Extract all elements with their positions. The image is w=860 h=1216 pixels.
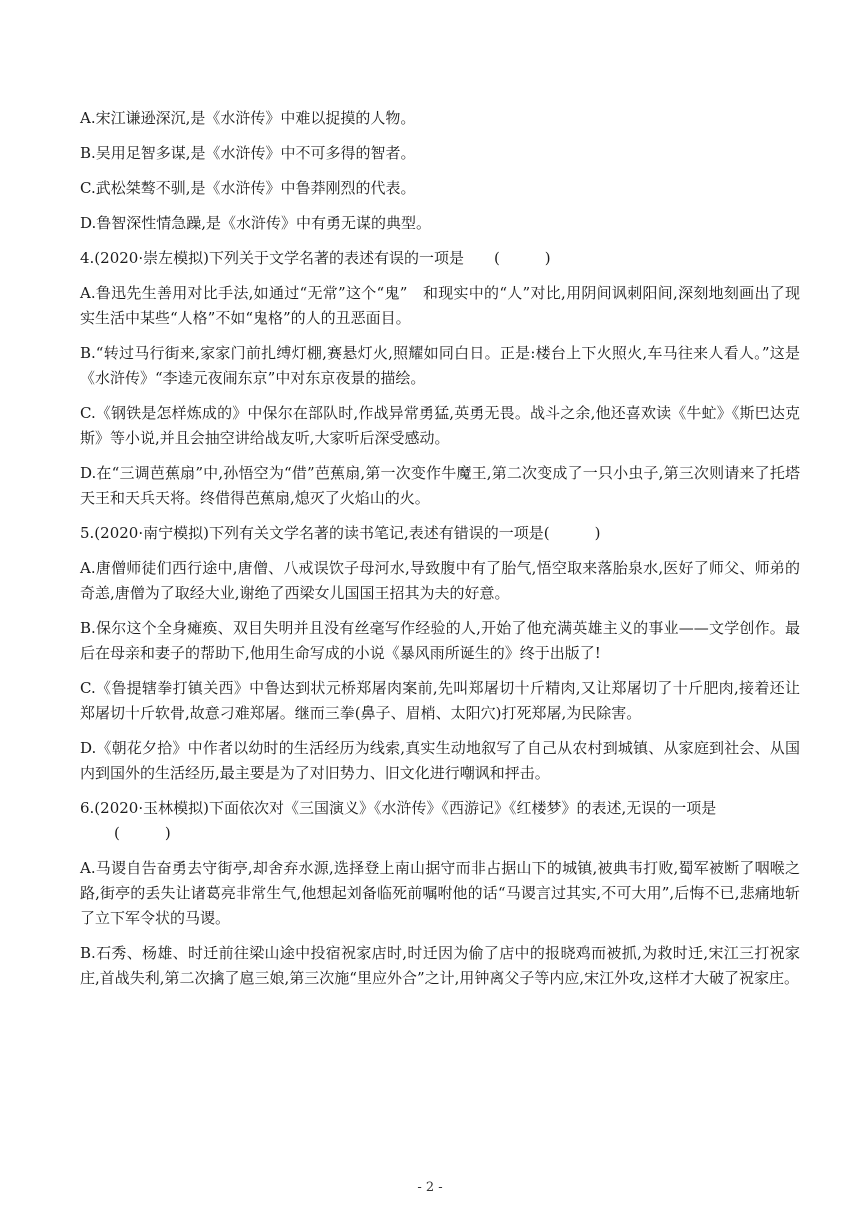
page-number: - 2 - [417,1180,443,1195]
q4-option-c: C.《钢铁是怎样炼成的》中保尔在部队时,作战异常勇猛,英勇无畏。战斗之余,他还喜欢读《牛虻》《斯巴达克斯》等小说,并且会抽空讲给战友听,大家听后深受感动。 [80,404,800,447]
q6-stem [80,796,800,846]
q4-option-d: D.在“三调芭蕉扇”中,孙悟空为“借”芭蕉扇,第一次变作牛魔王,第二次变成了一只小虫子,第三次则请来了托塔天王和天兵天将。终借得芭蕉扇,熄灭了火焰山的火。 [80,464,800,507]
q3-option-a: A.宋江谦逊深沉,是《水浒传》中难以捉摸的人物。 [80,109,416,127]
q5-option-c: C.《鲁提辖拳打镇关西》中鲁达到状元桥郑屠肉案前,先叫郑屠切十斤精肉,又让郑屠切了十斤肥肉,接着还让郑屠切十斤软骨,故意刁难郑屠。继而三拳(鼻子、眉梢、太阳穴)打死郑屠,为民除害。 [80,679,800,722]
q6-option-b: B.石秀、杨雄、时迁前往梁山途中投宿祝家店时,时迁因为偷了店中的报晓鸡而被抓,为救时迁,宋江三打祝家庄,首战失利,第二次擒了扈三娘,第三次施“里应外合”之计,用钟离父子等内应,宋江外攻,这样才大破了祝家庄。 [80,944,800,987]
q5-stem: 5.(2020·南宁模拟)下列有关文学名著的读书笔记,表述有错误的一项是( ) [80,524,601,542]
q5-option-a: A.唐僧师徒们西行途中,唐僧、八戒误饮子母河水,导致腹中有了胎气,悟空取来落胎泉水,医好了师父、师弟的奇恙,唐僧为了取经大业,谢绝了西梁女儿国国王招其为夫的好意。 [80,559,800,602]
q5-option-d: D.《朝花夕拾》中作者以幼时的生活经历为线索,真实生动地叙写了自己从农村到城镇、从家庭到社会、从国内到国外的生活经历,最主要是为了对旧势力、旧文化进行嘲讽和抨击。 [80,739,800,782]
document-body [80,106,800,1001]
q3-option-d: D.鲁智深性情急躁,是《水浒传》中有勇无谋的典型。 [80,214,432,232]
q4-stem: 4.(2020·崇左模拟)下列关于文学名著的表述有误的一项是 ( ) [80,249,551,267]
q3-option-b: B.吴用足智多谋,是《水浒传》中不可多得的智者。 [80,144,416,162]
q4-option-b: B.“转过马行街来,家家门前扎缚灯棚,赛悬灯火,照耀如同白日。正是:楼台上下火照火,车马往来人看人。”这是《水浒传》“李逵元夜闹东京”中对东京夜景的描绘。 [80,344,800,387]
q6-answer-blank: ( ) [114,824,171,842]
q3-option-c: C.武松桀骜不驯,是《水浒传》中鲁莽刚烈的代表。 [80,179,416,197]
q5-option-b: B.保尔这个全身瘫痪、双目失明并且没有丝毫写作经验的人,开始了他充满英雄主义的事业——文学创作。最后在母亲和妻子的帮助下,他用生命写成的小说《暴风雨所诞生的》终于出版了! [80,619,800,662]
q4-option-a: A.鲁迅先生善用对比手法,如通过“无常”这个“鬼” 和现实中的“人”对比,用阴间讽刺阳间,深刻地刻画出了现实生活中某些“人格”不如“鬼格”的人的丑恶面目。 [80,284,800,327]
q6-stem-text: 6.(2020·玉林模拟)下面依次对《三国演义》《水浒传》《西游记》《红楼梦》的表述,无误的一项是 [80,799,717,817]
q6-option-a: A.马谡自告奋勇去守街亭,却舍弃水源,选择登上南山据守而非占据山下的城镇,被典韦打败,蜀军被断了咽喉之路,街亭的丢失让诸葛亮非常生气,他想起刘备临死前嘱咐他的话“马谡言过其实,不可大用”,后悔不已,悲痛地斩了立下军令状的马谡。 [80,859,800,927]
